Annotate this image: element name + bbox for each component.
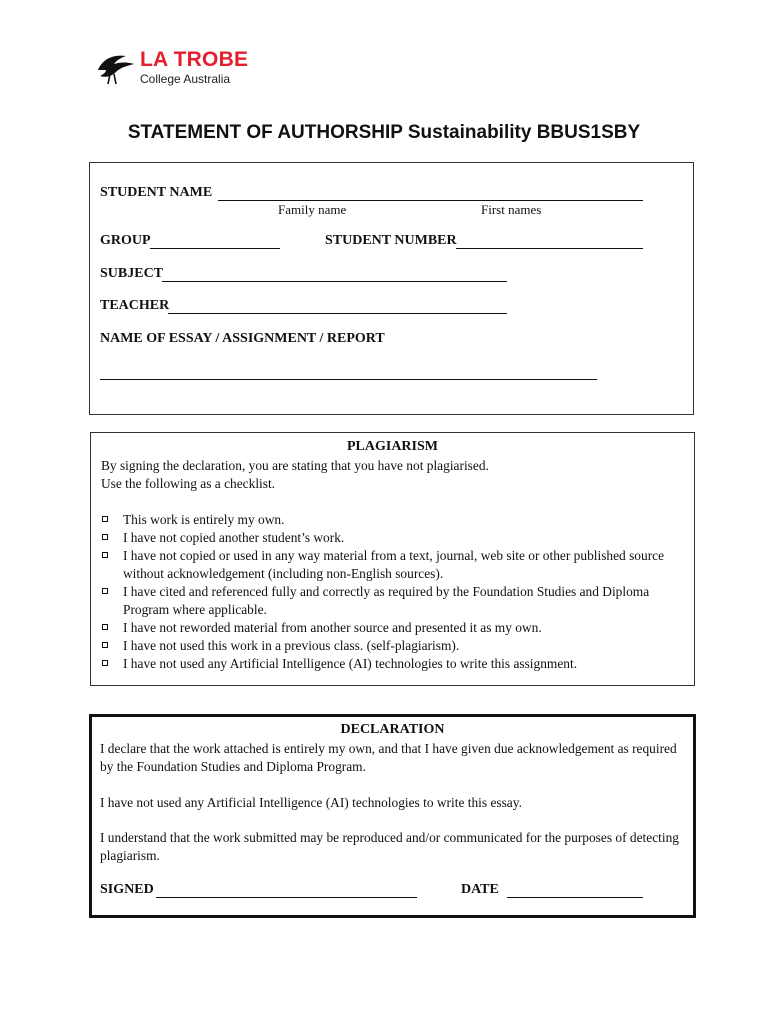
subject-field[interactable] [162, 281, 507, 282]
group-field[interactable] [150, 248, 280, 249]
checkbox-bullet-icon [102, 534, 108, 540]
date-field[interactable] [507, 897, 643, 898]
checkbox-bullet-icon [102, 552, 108, 558]
plagiarism-box [90, 432, 695, 686]
la-trobe-logo [96, 46, 266, 94]
bird-emblem-icon [96, 50, 136, 86]
student-number-label: STUDENT NUMBER [325, 233, 457, 248]
plagiarism-checklist [101, 511, 686, 673]
checklist-item: I have not copied another student’s work. [101, 529, 686, 547]
declaration-para-3: I understand that the work submitted may be reproduced and/or communicated for the purposes of detecting plagiarism. [100, 830, 679, 863]
checklist-item: I have not copied or used in any way material from a text, journal, web site or other published source without acknowledgement (including non-English sources). [101, 547, 686, 583]
student-details-box [89, 162, 694, 415]
checkbox-bullet-icon [102, 516, 108, 522]
declaration-heading: DECLARATION [340, 722, 445, 737]
essay-label: NAME OF ESSAY / ASSIGNMENT / REPORT [100, 331, 385, 346]
logo-name: LA TROBE [140, 48, 249, 71]
signature-field[interactable] [156, 897, 417, 898]
checklist-item: I have cited and referenced fully and correctly as required by the Foundation Studies and Diploma Program where applicable. [101, 583, 686, 619]
declaration-box [89, 714, 696, 918]
checkbox-bullet-icon [102, 660, 108, 666]
checkbox-bullet-icon [102, 642, 108, 648]
plagiarism-heading: PLAGIARISM [346, 439, 438, 454]
checklist-item: I have not used this work in a previous class. (self-plagiarism). [101, 637, 686, 655]
student-number-field[interactable] [456, 248, 643, 249]
page-title: STATEMENT OF AUTHORSHIP Sustainability BBUS1SBY [127, 122, 641, 143]
checklist-item: I have not used any Artificial Intelligence (AI) technologies to write this assignment. [101, 655, 686, 673]
signed-label: SIGNED [100, 882, 154, 897]
subject-label: SUBJECT [100, 266, 164, 281]
checkbox-bullet-icon [102, 624, 108, 630]
group-label: GROUP [100, 233, 151, 248]
logo-subtitle: College Australia [140, 72, 231, 86]
essay-name-field[interactable] [100, 379, 597, 380]
plagiarism-intro-1: By signing the declaration, you are stating that you have not plagiarised. [101, 458, 489, 473]
plagiarism-intro-2: Use the following as a checklist. [101, 476, 276, 491]
student-name-field[interactable] [218, 200, 643, 201]
declaration-para-1: I declare that the work attached is entirely my own, and that I have given due acknowledgement as required by the Foundation Studies and Diploma Program. [100, 741, 677, 774]
family-name-caption: Family name [278, 202, 347, 217]
checklist-item: I have not reworded material from another source and presented it as my own. [101, 619, 686, 637]
first-names-caption: First names [481, 202, 542, 217]
checklist-item: This work is entirely my own. [101, 511, 686, 529]
teacher-label: TEACHER [100, 298, 170, 313]
declaration-para-2: I have not used any Artificial Intelligence (AI) technologies to write this essay. [100, 795, 522, 810]
checkbox-bullet-icon [102, 588, 108, 594]
date-label: DATE [461, 882, 499, 897]
student-name-label: STUDENT NAME [100, 185, 213, 200]
teacher-field[interactable] [168, 313, 507, 314]
